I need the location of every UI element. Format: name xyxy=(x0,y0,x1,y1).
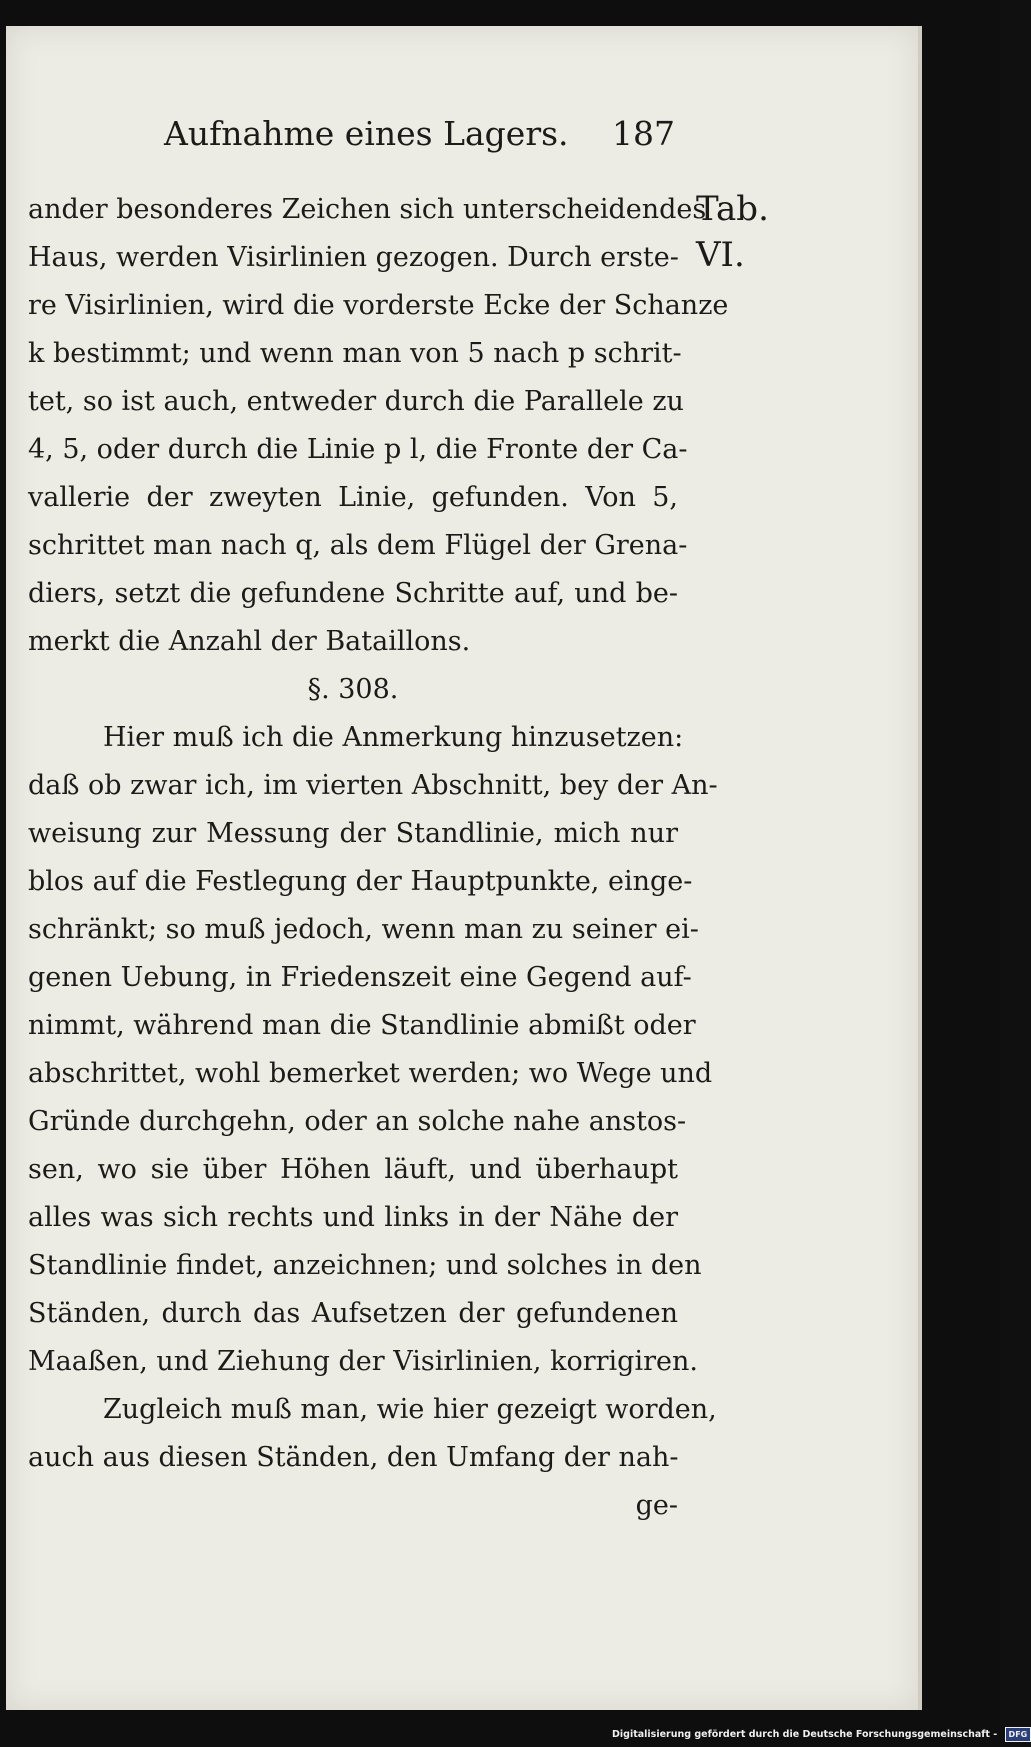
book-page xyxy=(6,26,922,1710)
text-line: Ständen, durch das Aufsetzen der gefundenen xyxy=(28,1298,678,1329)
dfg-logo-icon: DFG xyxy=(1005,1727,1031,1742)
text-line: Zugleich muß man, wie hier gezeigt worden, xyxy=(103,1394,717,1425)
text-line: 4, 5, oder durch die Linie p l, die Fronte der Ca- xyxy=(28,434,688,465)
margin-note xyxy=(696,186,769,278)
text-line: merkt die Anzahl der Bataillons. xyxy=(28,626,471,657)
text-line: Haus, werden Visirlinien gezogen. Durch erste- xyxy=(28,242,679,273)
text-line: sen, wo sie über Höhen läuft, und überhaupt xyxy=(28,1154,678,1185)
text-line: Hier muß ich die Anmerkung hinzusetzen: xyxy=(103,722,684,753)
page-number: 187 xyxy=(612,114,675,153)
text-line: Maaßen, und Ziehung der Visirlinien, korrigiren. xyxy=(28,1346,698,1377)
text-line: diers, setzt die gefundene Schritte auf, und be- xyxy=(28,578,678,609)
body-text xyxy=(28,186,729,1530)
text-line: vallerie der zweyten Linie, gefunden. Von 5, xyxy=(28,482,678,513)
credit-text: Digitalisierung gefördert durch die Deutsche Forschungsgemeinschaft - xyxy=(612,1729,998,1740)
running-title: Aufnahme eines Lagers. xyxy=(164,114,569,153)
text-line: blos auf die Festlegung der Hauptpunkte, einge- xyxy=(28,866,693,897)
text-line: k bestimmt; und wenn man von 5 nach p schrit- xyxy=(28,338,682,369)
text-line: tet, so ist auch, entweder durch die Parallele zu xyxy=(28,386,684,417)
text-line: auch aus diesen Ständen, den Umfang der nah- xyxy=(28,1442,679,1473)
catchword: ge- xyxy=(635,1490,678,1521)
section-heading: §. 308. xyxy=(307,674,399,705)
text-line: nimmt, während man die Standlinie abmißt oder xyxy=(28,1010,696,1041)
running-head xyxy=(6,114,706,174)
margin-note-line: VI. xyxy=(696,235,745,275)
text-line: Standlinie findet, anzeichnen; und solches in den xyxy=(28,1250,702,1281)
text-line: ander besonderes Zeichen sich unterscheidendes xyxy=(28,194,707,225)
margin-note-line: Tab. xyxy=(696,189,769,229)
digitization-credit xyxy=(612,1726,1031,1744)
text-line: alles was sich rechts und links in der Nähe der xyxy=(28,1202,678,1233)
text-line: Gründe durchgehn, oder an solche nahe anstos- xyxy=(28,1106,687,1137)
text-line: daß ob zwar ich, im vierten Abschnitt, bey der An- xyxy=(28,770,718,801)
text-line: weisung zur Messung der Standlinie, mich nur xyxy=(28,818,678,849)
text-line: schränkt; so muß jedoch, wenn man zu seiner ei- xyxy=(28,914,699,945)
text-line: schrittet man nach q, als dem Flügel der Grena- xyxy=(28,530,688,561)
text-line: re Visirlinien, wird die vorderste Ecke der Schanze xyxy=(28,290,729,321)
text-line: genen Uebung, in Friedenszeit eine Gegend auf- xyxy=(28,962,692,993)
text-line: abschrittet, wohl bemerket werden; wo Wege und xyxy=(28,1058,713,1089)
